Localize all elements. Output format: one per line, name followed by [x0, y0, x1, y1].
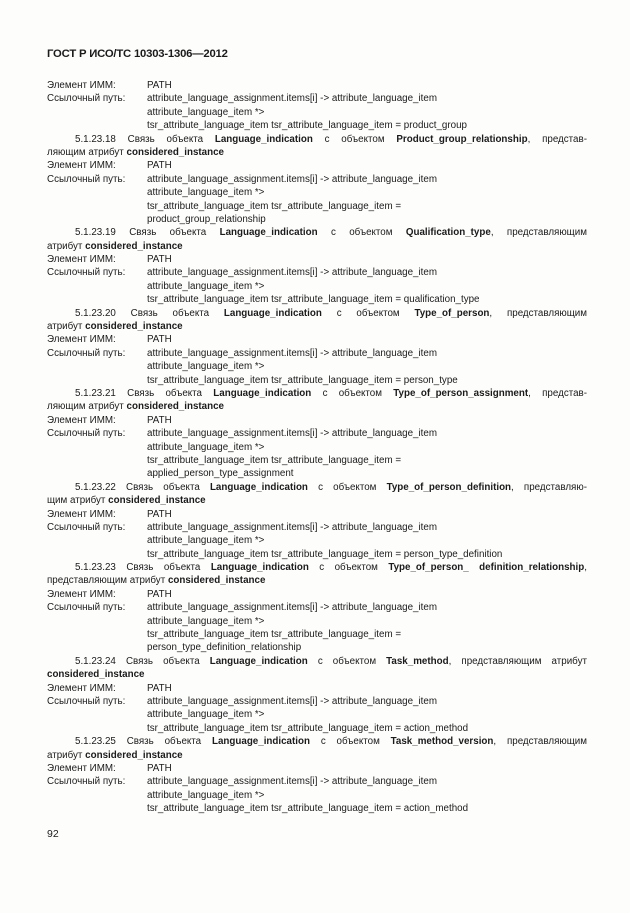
path-line: attribute_language_item *>: [147, 615, 265, 627]
section-heading: 5.1.23.25 Связь объекта Language_indication с объектом Task_method_version, представляющим: [75, 736, 587, 748]
reference-path-line: Ссылочный путь: attribute_language_assignment.items[i] -> attribute_language_item: [47, 521, 438, 533]
section-heading: 5.1.23.20 Связь объекта Language_indication с объектом Type_of_person, представляющим: [75, 307, 587, 319]
path-line: tsr_attribute_language_item tsr_attribute_language_item = person_type_definition: [147, 548, 503, 560]
path-line: tsr_attribute_language_item tsr_attribute_language_item =: [147, 200, 402, 212]
reference-path-line: Ссылочный путь: attribute_language_assignment.items[i] -> attribute_language_item: [47, 173, 438, 185]
element-line: Элемент ИММ: PATH: [47, 762, 172, 774]
document-body: [47, 79, 587, 815]
path-line: attribute_language_item *>: [147, 187, 265, 199]
reference-path-line: Ссылочный путь: attribute_language_assignment.items[i] -> attribute_language_item: [47, 267, 438, 279]
path-line: attribute_language_item *>: [147, 361, 265, 373]
path-line: tsr_attribute_language_item tsr_attribute_language_item = action_method: [147, 722, 469, 734]
section-heading: 5.1.23.19 Связь объекта Language_indication с объектом Qualification_type, представляющим: [75, 227, 587, 239]
reference-path-line: [47, 92, 587, 105]
section-heading-continuation: атрибут considered_instance: [47, 321, 183, 333]
section-heading: 5.1.23.23 Связь объекта Language_indication с объектом Type_of_person_ definition_relationship,: [75, 562, 587, 574]
assignment-line: attribute_language_assignment.items[i] -> attribute_language_item: [147, 93, 438, 105]
page-number: 92: [47, 828, 59, 840]
path-line: tsr_attribute_language_item tsr_attribute_language_item =: [147, 629, 402, 641]
element-line: Элемент ИММ: PATH: [47, 508, 172, 520]
section-heading-continuation: представляющим атрибут considered_instance: [47, 575, 266, 587]
path-line: product_group_relationship: [147, 213, 266, 225]
path-line: applied_person_type_assignment: [147, 468, 294, 480]
reference-path-line: Ссылочный путь: attribute_language_assignment.items[i] -> attribute_language_item: [47, 347, 438, 359]
path-line: tsr_attribute_language_item tsr_attribute_language_item = person_type: [147, 374, 458, 386]
path-line: attribute_language_item *>: [147, 106, 265, 118]
element-line: Элемент ИММ: PATH: [47, 682, 172, 694]
path-line: tsr_attribute_language_item tsr_attribute_language_item = qualification_type: [147, 294, 480, 306]
reference-path-line: Ссылочный путь: attribute_language_assignment.items[i] -> attribute_language_item: [47, 428, 438, 440]
path-line: attribute_language_item *>: [147, 441, 265, 453]
document-header: ГОСТ Р ИСО/ТС 10303-1306—2012: [47, 48, 228, 60]
element-line: Элемент ИММ: PATH: [47, 254, 172, 266]
reference-path-line: Ссылочный путь: attribute_language_assignment.items[i] -> attribute_language_item: [47, 776, 438, 788]
path-value: PATH: [147, 80, 172, 91]
element-line: Элемент ИММ: PATH: [47, 334, 172, 346]
reference-path-line: Ссылочный путь: attribute_language_assignment.items[i] -> attribute_language_item: [47, 695, 438, 707]
reference-path-label: Ссылочный путь:: [47, 93, 126, 105]
section-heading: 5.1.23.18 Связь объекта Language_indication с объектом Product_group_relationship, представ-: [75, 133, 587, 145]
section-heading-continuation: атрибут considered_instance: [47, 749, 183, 761]
section-heading: 5.1.23.22 Связь объекта Language_indication с объектом Type_of_person_definition, представляю-: [75, 481, 587, 493]
section-heading-continuation: ляющим атрибут considered_instance: [47, 146, 224, 158]
path-line: person_type_definition_relationship: [147, 642, 302, 654]
element-line: [47, 79, 587, 92]
path-line: tsr_attribute_language_item tsr_attribute_language_item =: [147, 454, 402, 466]
section-heading-continuation: щим атрибут considered_instance: [47, 495, 206, 507]
path-line: attribute_language_item *>: [147, 535, 265, 547]
element-line: Элемент ИММ: PATH: [47, 588, 172, 600]
section-heading: 5.1.23.21 Связь объекта Language_indication с объектом Type_of_person_assignment, представ-: [75, 387, 588, 399]
section-heading-continuation: considered_instance: [47, 669, 145, 681]
path-line: attribute_language_item *>: [147, 280, 265, 292]
reference-path-line: Ссылочный путь: attribute_language_assignment.items[i] -> attribute_language_item: [47, 602, 438, 614]
section-heading: 5.1.23.24 Связь объекта Language_indication с объектом Task_method, представляющим атрибут: [75, 655, 587, 667]
path-line: attribute_language_item *>: [147, 789, 265, 801]
element-line: Элемент ИММ: PATH: [47, 160, 172, 172]
element-label: Элемент ИММ:: [47, 80, 116, 91]
section-heading-continuation: ляющим атрибут considered_instance: [47, 401, 224, 413]
section-heading-continuation: атрибут considered_instance: [47, 240, 183, 252]
path-line: attribute_language_item *>: [147, 709, 265, 721]
path-line: tsr_attribute_language_item tsr_attribute_language_item = action_method: [147, 803, 469, 815]
element-line: Элемент ИММ: PATH: [47, 414, 172, 426]
path-line: tsr_attribute_language_item tsr_attribute_language_item = product_group: [147, 120, 467, 132]
